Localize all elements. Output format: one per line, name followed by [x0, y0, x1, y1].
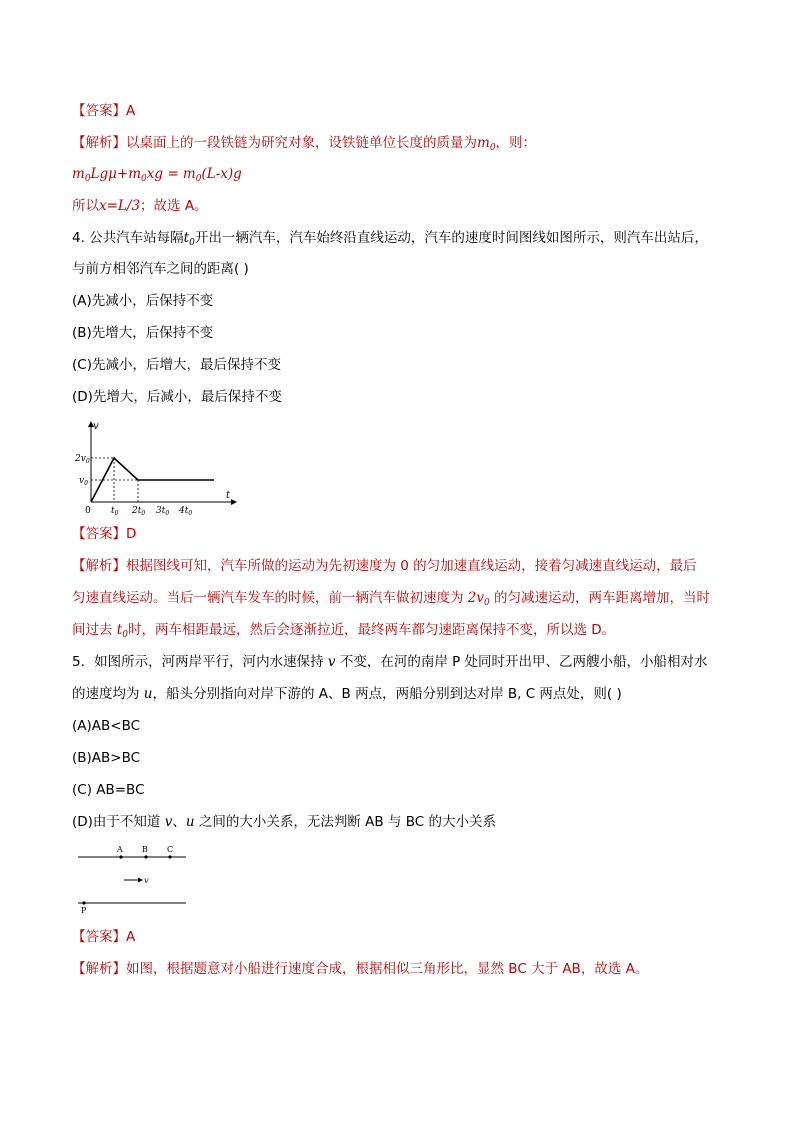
stem-var: v: [327, 654, 336, 670]
q4-option-c: (C)先减小，后增大，最后保持不变: [72, 357, 281, 373]
q5-option-b: (B)AB>BC: [72, 750, 141, 766]
eq-part: (L-x)g: [201, 166, 242, 182]
q4-analysis-line3: [72, 620, 615, 645]
q5-river-figure: [74, 840, 194, 918]
analysis-end: ，则：: [495, 135, 537, 151]
q3-equation: [72, 164, 242, 189]
stem-sub: 0: [189, 238, 195, 248]
q3-conclusion: [72, 196, 208, 216]
q4-option-d: (D)先增大，后减小，最后保持不变: [72, 389, 282, 405]
eq-part: m: [72, 166, 85, 182]
stem-text: 不变，在河的南岸 P 处同时开出甲、乙两艘小船，小船相对水: [335, 654, 708, 670]
analysis-var: m: [477, 135, 490, 151]
q3-analysis-line: [72, 133, 536, 158]
label-p: P: [81, 906, 87, 915]
q5-answer-line: [72, 927, 135, 947]
eq-part: xg = m: [146, 166, 196, 182]
origin-label: 0: [85, 506, 91, 516]
eq-sub: 0: [84, 174, 91, 184]
option-var: u: [185, 814, 195, 830]
q4-stem-line1: [72, 228, 708, 253]
t-axis-label: t: [226, 490, 231, 501]
q3-answer-line: [72, 101, 135, 121]
stem-text: 的速度均为: [72, 686, 144, 702]
answer-value: A: [126, 929, 136, 945]
analysis-tag: 【解析】: [72, 135, 126, 151]
v-axis-label: v: [93, 421, 99, 432]
analysis-var: t: [116, 622, 123, 638]
point-a: [119, 855, 122, 858]
analysis-text: 匀速直线运动。当后一辆汽车发车的时候，前一辆汽车做初速度为: [72, 590, 468, 606]
analysis-tag: 【解析】: [72, 961, 126, 977]
eq-sub: 0: [195, 174, 202, 184]
analysis-text: 如图，根据题意对小船进行速度合成，根据相似三角形比，显然 BC 大于 AB，故选 A。: [126, 961, 649, 977]
q4-vt-graph: [74, 418, 244, 518]
x-tick-4t0: $4t_0$: [179, 506, 193, 517]
option-text: 、: [172, 814, 186, 830]
q5-option-c: (C) AB=BC: [72, 782, 145, 798]
stem-text: 4. 公共汽车站每隔: [72, 230, 184, 246]
stem-text: 5．如图所示，河两岸平行，河内水速保持: [72, 654, 328, 670]
option-text: 之间的大小关系，无法判断 AB 与 BC 的大小关系: [194, 814, 496, 830]
answer-tag: 【答案】: [72, 103, 126, 119]
q4-analysis-line2: [72, 588, 710, 613]
q5-option-a: (A)AB<BC: [72, 718, 141, 734]
point-p: [82, 901, 85, 904]
q5-analysis-line: [72, 959, 648, 979]
conclusion-pre: 所以: [72, 198, 99, 214]
option-text: (D)由于不知道: [72, 814, 165, 830]
analysis-text: 时，两车相距最远，然后会逐渐拉近，最终两车都匀速距离保持不变，所以选 D。: [127, 622, 616, 638]
y-tick-2v0: $2v_0$: [75, 454, 90, 465]
q5-option-d: [72, 812, 496, 832]
stem-text: ，船头分别指向对岸下游的 A、B 两点，两船分别到达对岸 B, C 两点处，则( ): [152, 686, 622, 702]
eq-part: Lgμ+m: [90, 166, 142, 182]
analysis-var: 2v: [467, 590, 485, 606]
q5-stem-line2: [72, 684, 622, 704]
label-a: A: [117, 845, 123, 854]
x-tick-2t0: $2t_0$: [132, 506, 146, 517]
label-c: C: [167, 845, 174, 854]
analysis-text: 间过去: [72, 622, 117, 638]
label-b: B: [142, 845, 148, 854]
x-tick-3t0: $3t_0$: [156, 506, 170, 517]
analysis-sub: 0: [489, 143, 496, 153]
q5-stem-line1: [72, 652, 708, 672]
conclusion-post: ；故选 A。: [140, 198, 208, 214]
point-c: [168, 855, 171, 858]
analysis-text: 的匀减速运动，两车距离增加，当时: [489, 590, 711, 606]
x-tick-t0: $t_0$: [111, 506, 119, 517]
y-tick-v0: $v_0$: [79, 476, 88, 487]
conclusion-eq: x=L/3: [99, 198, 141, 214]
q4-option-b: (B)先增大，后保持不变: [72, 325, 214, 341]
label-v: v: [144, 876, 149, 885]
answer-tag: 【答案】: [72, 526, 126, 542]
analysis-sub: 0: [484, 598, 490, 608]
answer-value: D: [126, 526, 137, 542]
answer-value: A: [126, 103, 136, 119]
stem-text: 开出一辆汽车，汽车始终沿直线运动，汽车的速度时间图线如图所示，则汽车出站后，: [194, 230, 708, 246]
analysis-tag: 【解析】: [72, 558, 126, 574]
analysis-text: 以桌面上的一段铁链为研究对象，设铁链单位长度的质量为: [126, 135, 477, 151]
q4-stem-line2: 与前方相邻汽车之间的距离( ): [72, 261, 249, 277]
q4-option-a: (A)先减小，后保持不变: [72, 293, 214, 309]
arrow-head-icon: [138, 878, 143, 883]
q4-analysis-line1: [72, 556, 697, 576]
q4-answer-line: [72, 524, 136, 544]
analysis-text: 根据图线可知，汽车所做的运动为先初速度为 0 的匀加速直线运动，接着匀减速直线运动，最后: [126, 558, 697, 574]
point-b: [144, 855, 147, 858]
eq-sub: 0: [141, 174, 147, 184]
stem-var: u: [143, 686, 153, 702]
stem-var: t: [183, 230, 190, 246]
answer-tag: 【答案】: [72, 929, 126, 945]
analysis-sub: 0: [122, 630, 128, 640]
velocity-curve: [91, 458, 214, 502]
option-var: v: [164, 814, 173, 830]
